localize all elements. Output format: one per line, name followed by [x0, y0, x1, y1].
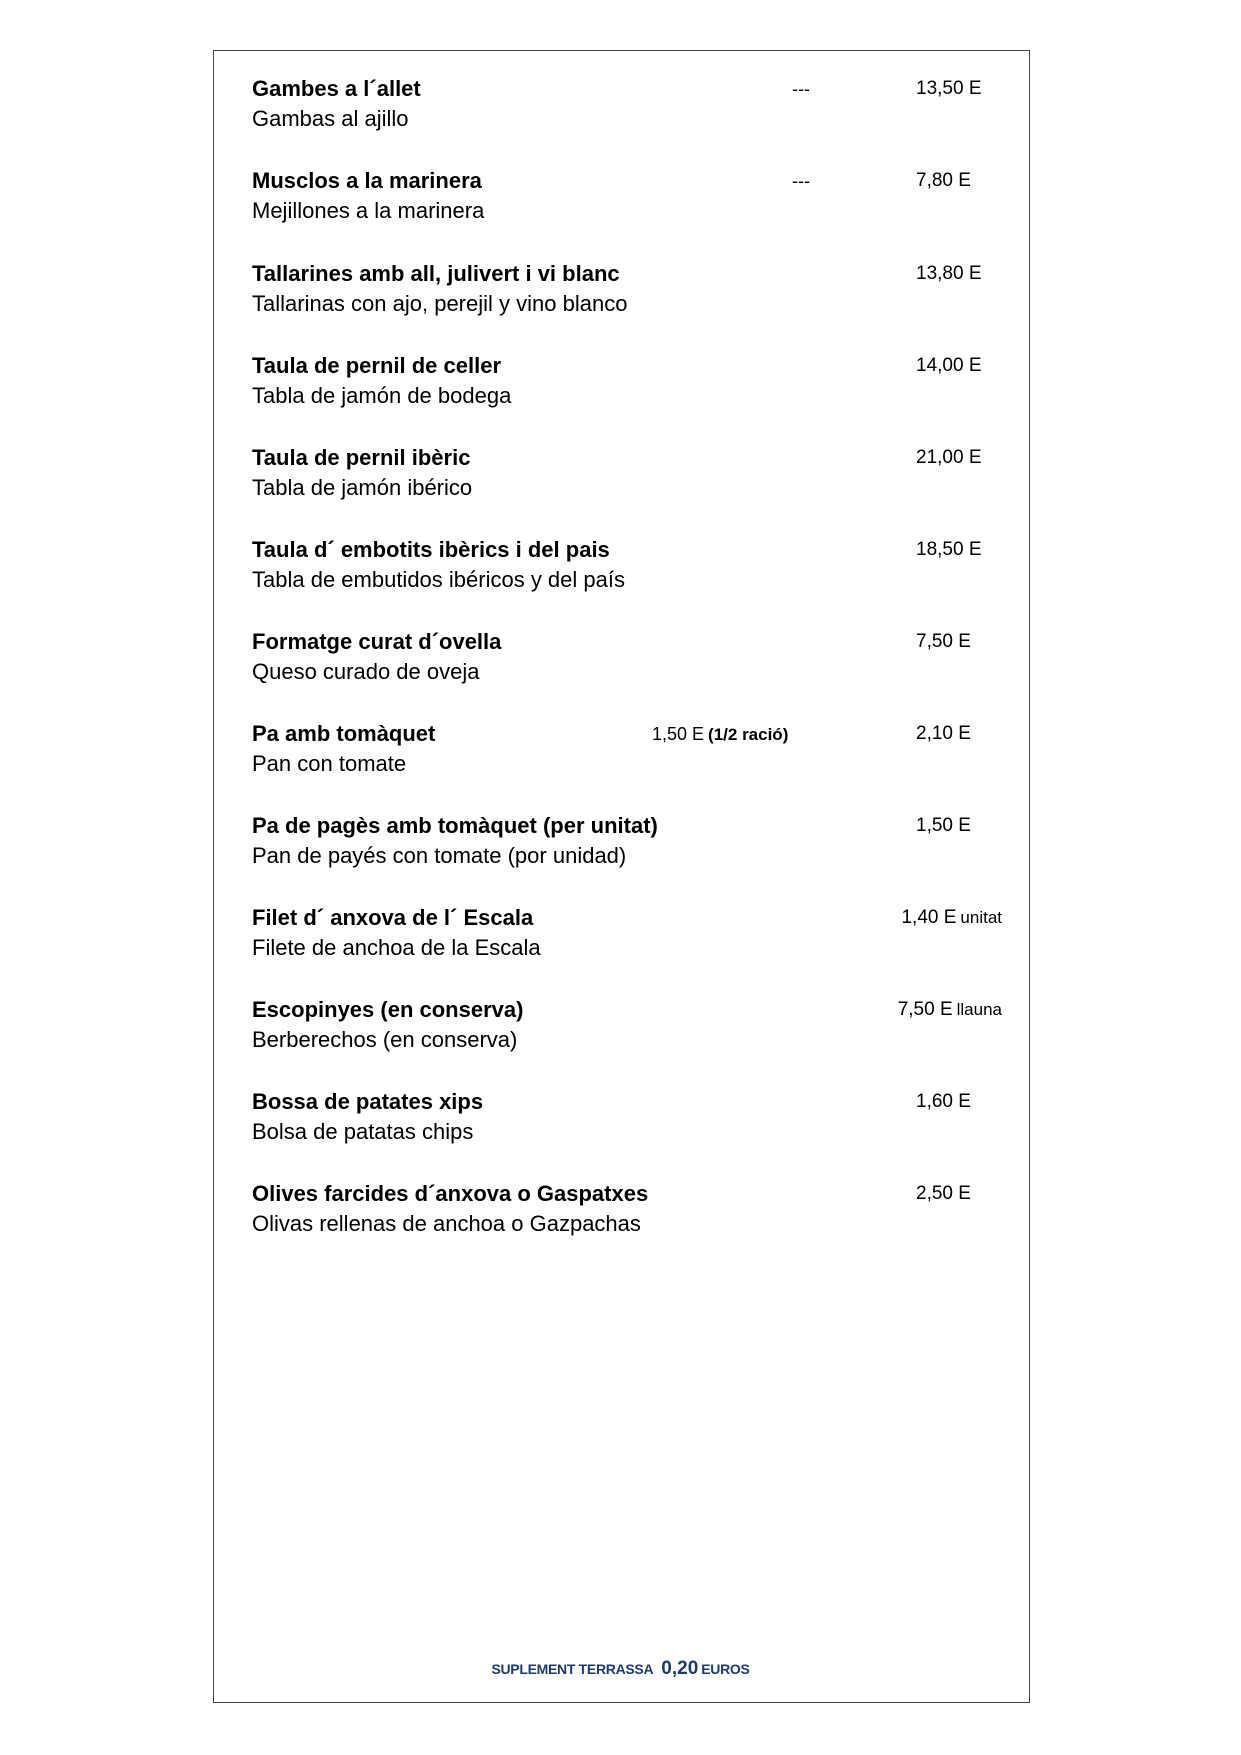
- item-description: Bolsa de patatas chips: [252, 1119, 474, 1144]
- item-name: Gambes a l´allet: [252, 76, 421, 101]
- item-description: Filete de anchoa de la Escala: [252, 935, 541, 960]
- item-price-with-unit: [898, 996, 1002, 1024]
- item-price-unit: unitat: [960, 908, 1002, 927]
- item-price-value: 13,80 E: [916, 263, 982, 284]
- item-name: Formatge curat d´ovella: [252, 629, 502, 654]
- item-description: Tabla de embutidos ibéricos y del país: [252, 567, 625, 592]
- item-price-value: 1,40 E: [901, 907, 957, 928]
- menu-item: [252, 812, 1002, 882]
- item-price-value: 7,50 E: [897, 999, 953, 1020]
- menu-item: [252, 628, 1002, 698]
- item-name: Filet d´ anxova de l´ Escala: [252, 905, 534, 930]
- item-description: Berberechos (en conserva): [252, 1027, 518, 1052]
- item-price-value: 18,50 E: [916, 539, 982, 560]
- half-price-note: (1/2 ració): [708, 725, 789, 744]
- item-name: Taula de pernil de celler: [252, 353, 502, 378]
- menu-item: [252, 352, 1002, 422]
- item-description: Tallarinas con ajo, perejil y vino blanco: [252, 291, 628, 316]
- menu-item: [252, 720, 1002, 790]
- menu-item: [252, 536, 1002, 606]
- menu-item: [252, 167, 1002, 237]
- item-name: Pa amb tomàquet: [252, 721, 436, 746]
- item-description: Pan de payés con tomate (por unidad): [252, 843, 627, 868]
- item-price-value: 7,80 E: [916, 170, 971, 191]
- item-price-value: 2,10 E: [916, 723, 971, 744]
- item-name: Pa de pagès amb tomàquet (per unitat): [252, 813, 658, 838]
- menu-item: [252, 75, 1002, 145]
- supplement-label: SUPLEMENT TERRASSA: [491, 1661, 654, 1677]
- menu-item: [252, 1088, 1002, 1158]
- supplement-amount: 0,20: [661, 1658, 699, 1679]
- menu-item: [252, 904, 1002, 974]
- item-price-value: 21,00 E: [916, 447, 982, 468]
- menu-item: [252, 444, 1002, 514]
- item-dash-mark: ---: [792, 171, 810, 191]
- item-price-value: 7,50 E: [916, 631, 971, 652]
- item-description: Pan con tomate: [252, 751, 407, 776]
- item-price-value: 1,60 E: [916, 1091, 971, 1112]
- half-price-value: 1,50 E: [652, 724, 705, 744]
- item-description: Tabla de jamón ibérico: [252, 475, 473, 500]
- item-price-unit: llauna: [956, 1000, 1002, 1019]
- item-price-value: 13,50 E: [916, 78, 982, 99]
- item-name: Taula d´ embotits ibèrics i del pais: [252, 537, 610, 562]
- item-price-value: 1,50 E: [916, 815, 971, 836]
- item-price-value: 14,00 E: [916, 355, 982, 376]
- item-half-price: [652, 720, 788, 749]
- item-price-with-unit: [901, 904, 1002, 932]
- item-description: Queso curado de oveja: [252, 659, 480, 684]
- item-description: Mejillones a la marinera: [252, 198, 485, 223]
- item-name: Bossa de patates xips: [252, 1089, 484, 1114]
- terrace-supplement-note: [0, 1658, 1241, 1680]
- menu-item: [252, 260, 1002, 330]
- item-name: Escopinyes (en conserva): [252, 997, 524, 1022]
- item-description: Olivas rellenas de anchoa o Gazpachas: [252, 1211, 641, 1236]
- supplement-unit: EUROS: [701, 1661, 750, 1677]
- item-name: Olives farcides d´anxova o Gaspatxes: [252, 1181, 649, 1206]
- menu-item: [252, 1180, 1002, 1250]
- item-dash-mark: ---: [792, 79, 810, 99]
- item-description: Gambas al ajillo: [252, 106, 409, 131]
- item-name: Taula de pernil ibèric: [252, 445, 471, 470]
- menu-item: [252, 996, 1002, 1066]
- item-name: Musclos a la marinera: [252, 168, 482, 193]
- item-price-value: 2,50 E: [916, 1183, 971, 1204]
- item-description: Tabla de jamón de bodega: [252, 383, 512, 408]
- item-name: Tallarines amb all, julivert i vi blanc: [252, 261, 620, 286]
